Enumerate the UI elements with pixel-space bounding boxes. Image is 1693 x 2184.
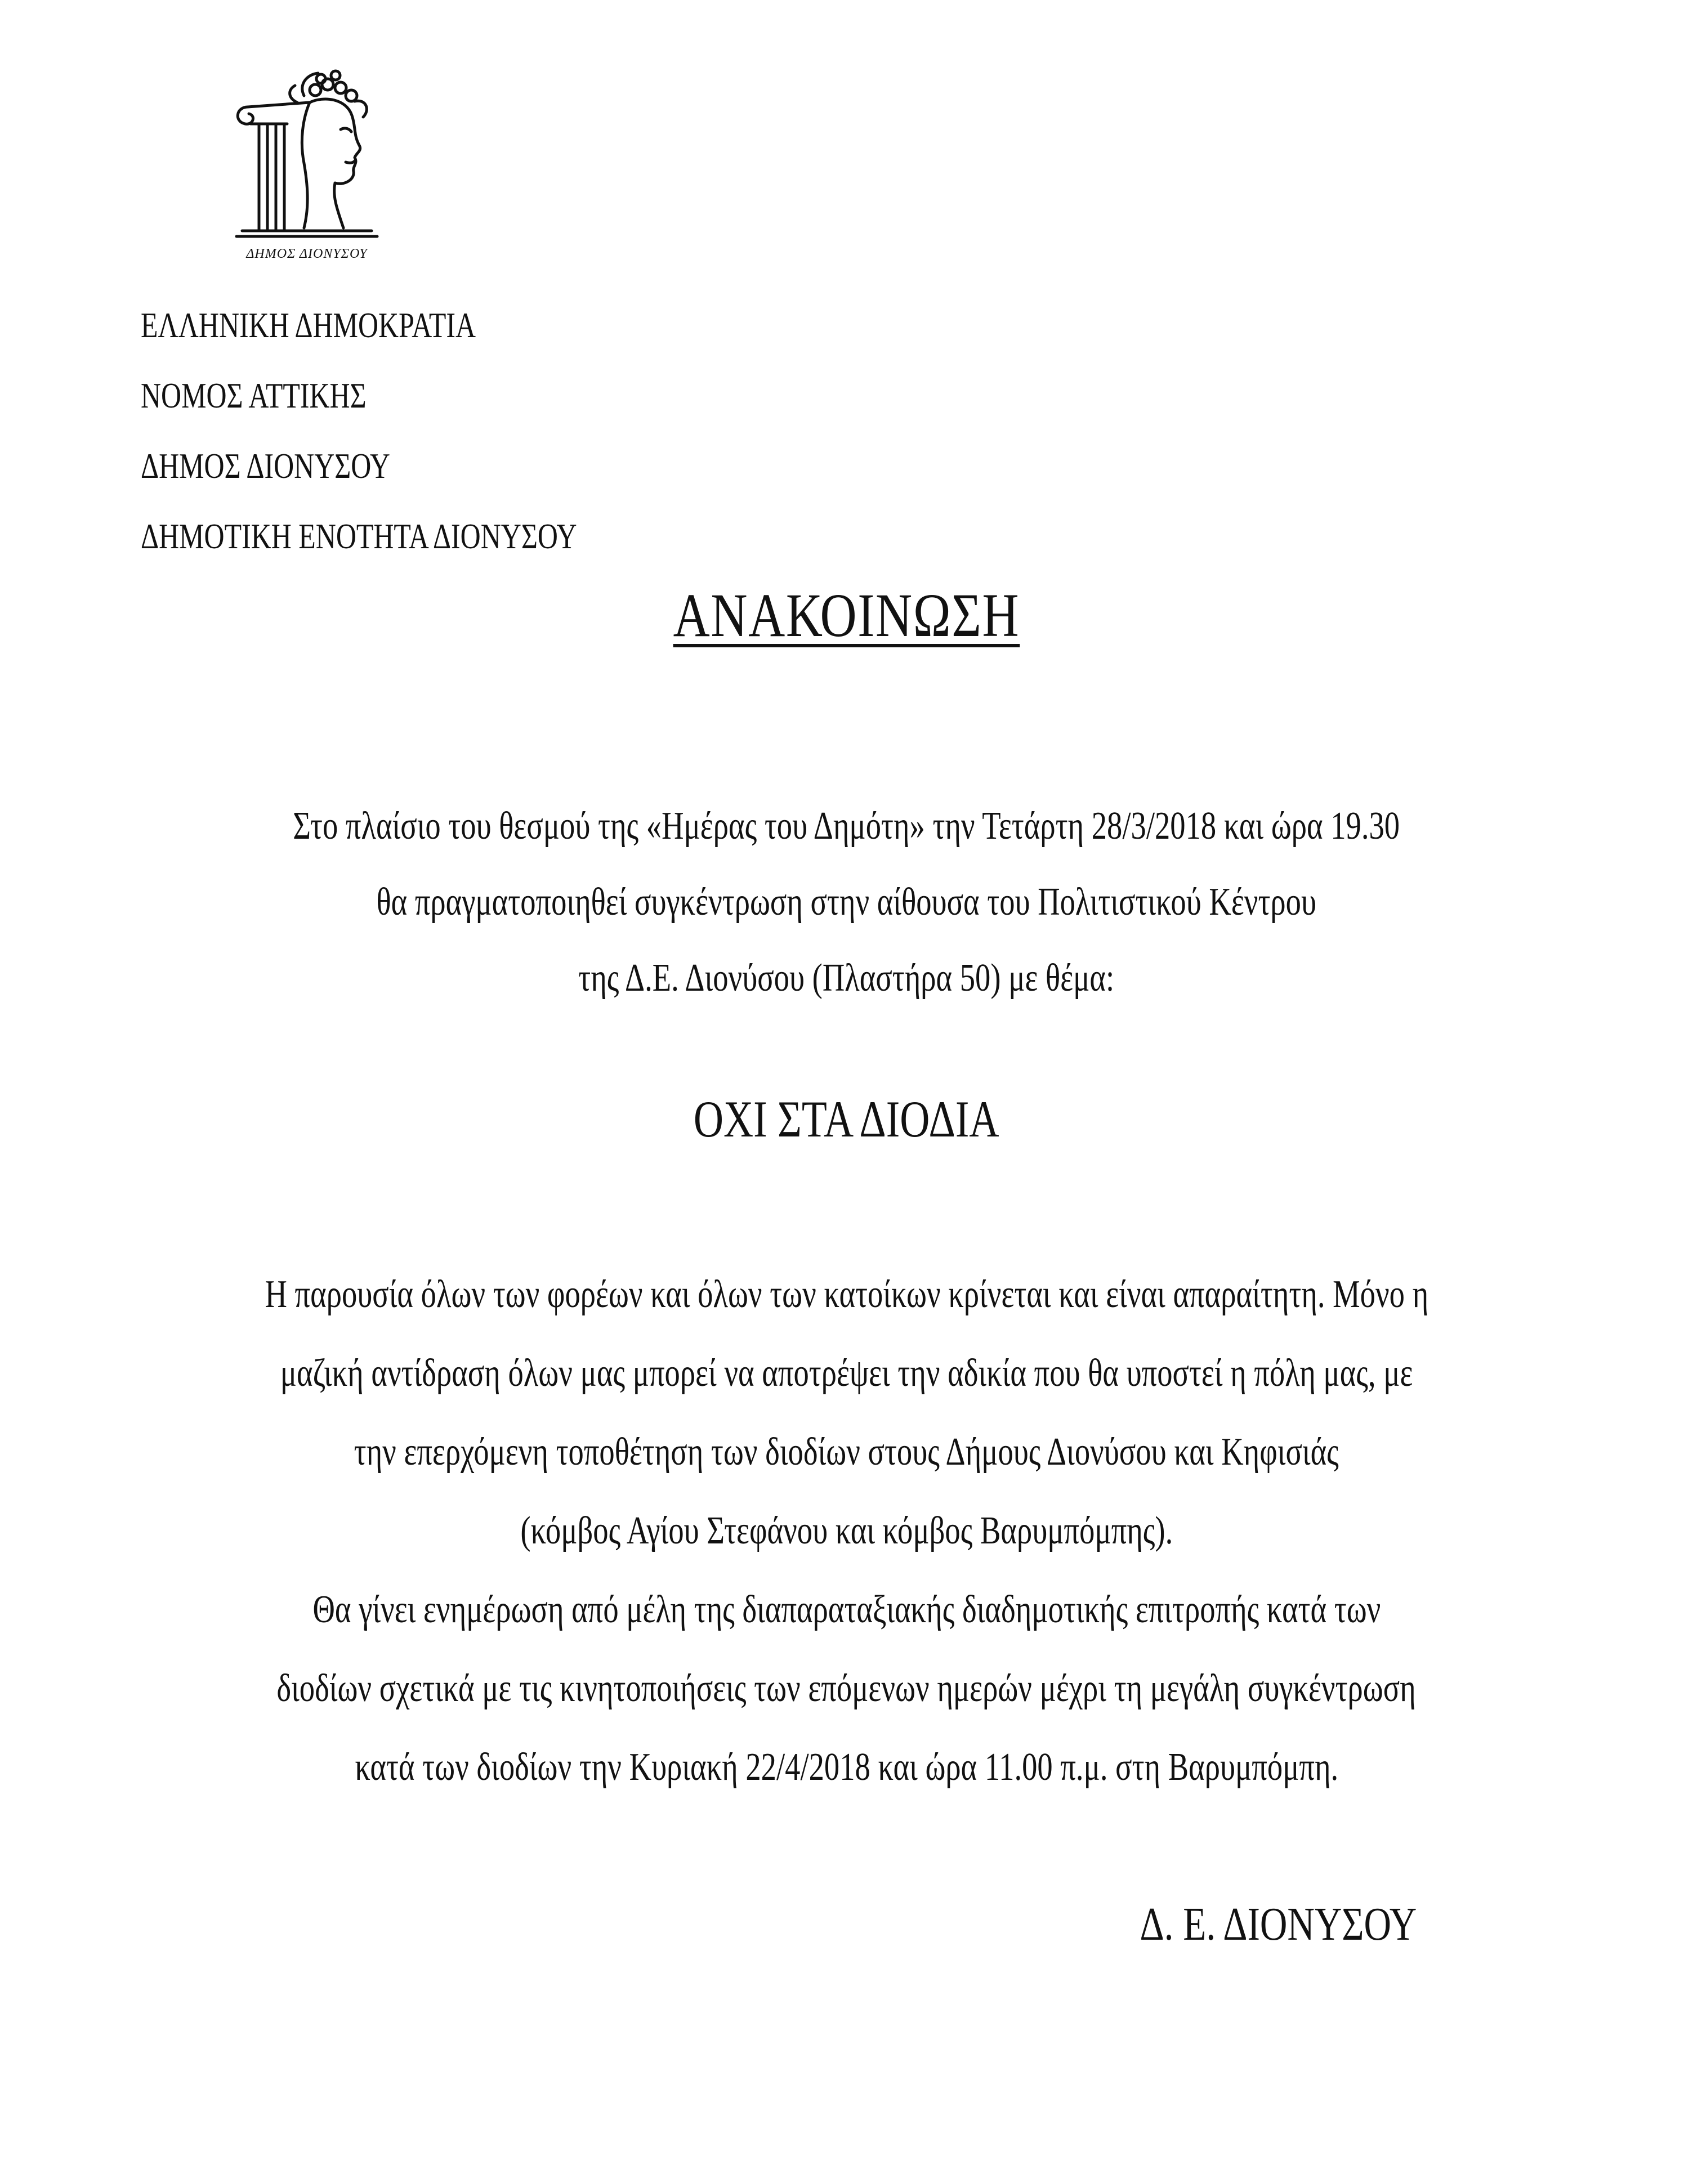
intro-line [0, 788, 1693, 864]
dionysus-emblem-icon [225, 68, 388, 248]
header-line-prefecture: ΝΟΜΟΣ ΑΤΤΙΚΗΣ [141, 375, 367, 415]
municipality-logo [225, 68, 388, 270]
meeting-subject [0, 1089, 1693, 1149]
signature-text: Δ. Ε. ΔΙΟΝΥΣΟΥ [1140, 1898, 1417, 1950]
intro-paragraph [0, 788, 1693, 1016]
logo-caption: ΔΗΜΟΣ ΔΙΟΝΥΣΟΥ [246, 247, 368, 261]
header-line-republic: ΕΛΛΗΝΙΚΗ ΔΗΜΟΚΡΑΤΙΑ [141, 305, 476, 345]
body-line-text: μαζική αντίδραση όλων μας μπορεί να αποτρέψει την αδικία που θα υποστεί η πόλη μας, με [280, 1351, 1413, 1395]
body-line [0, 1334, 1693, 1413]
issuer-header [141, 290, 668, 571]
meeting-subject-text: ΟΧΙ ΣΤΑ ΔΙΟΔΙΑ [694, 1090, 999, 1148]
intro-line-text: της Δ.Ε. Διονύσου (Πλαστήρα 50) με θέμα: [578, 956, 1115, 1000]
document-title [0, 580, 1693, 651]
body-line-text: (κόμβος Αγίου Στεφάνου και κόμβος Βαρυμπόμπης). [520, 1509, 1173, 1552]
body-line-text: την επερχόμενη τοποθέτηση των διοδίων στους Δήμους Διονύσου και Κηφισιάς [354, 1430, 1339, 1474]
body-paragraph [0, 1255, 1693, 1807]
intro-line-text: θα πραγματοποιηθεί συγκέντρωση στην αίθουσα του Πολιτιστικού Κέντρου [376, 880, 1317, 924]
body-line [0, 1570, 1693, 1649]
intro-line-text: Στο πλαίσιο του θεσμού της «Ημέρας του Δημότη» την Τετάρτη 28/3/2018 και ώρα 19.30 [293, 804, 1400, 848]
body-line-text: διοδίων σχετικά με τις κινητοποιήσεις των επόμενων ημερών μέχρι τη μεγάλη συγκέντρωση [276, 1667, 1417, 1710]
body-line-text: κατά των διοδίων την Κυριακή 22/4/2018 και ώρα 11.00 π.μ. στη Βαρυμπόμπη. [355, 1746, 1338, 1789]
intro-line [0, 864, 1693, 940]
document-title-text: ΑΝΑΚΟΙΝΩΣΗ [673, 581, 1020, 650]
body-line [0, 1413, 1693, 1492]
body-line [0, 1649, 1693, 1728]
header-line-municipality: ΔΗΜΟΣ ΔΙΟΝΥΣΟΥ [141, 446, 390, 486]
signature [1025, 1897, 1531, 1952]
body-line-text: Η παρουσία όλων των φορέων και όλων των κατοίκων κρίνεται και είναι απαραίτητη. Μόνο η [265, 1273, 1428, 1316]
body-line [0, 1728, 1693, 1807]
header-line-municipal-unit: ΔΗΜΟΤΙΚΗ ΕΝΟΤΗΤΑ ΔΙΟΝΥΣΟΥ [141, 516, 577, 556]
body-line-text: Θα γίνει ενημέρωση από μέλη της διαπαραταξιακής διαδημοτικής επιτροπής κατά των [312, 1588, 1381, 1631]
body-line [0, 1255, 1693, 1334]
intro-line [0, 940, 1693, 1016]
body-line [0, 1492, 1693, 1570]
